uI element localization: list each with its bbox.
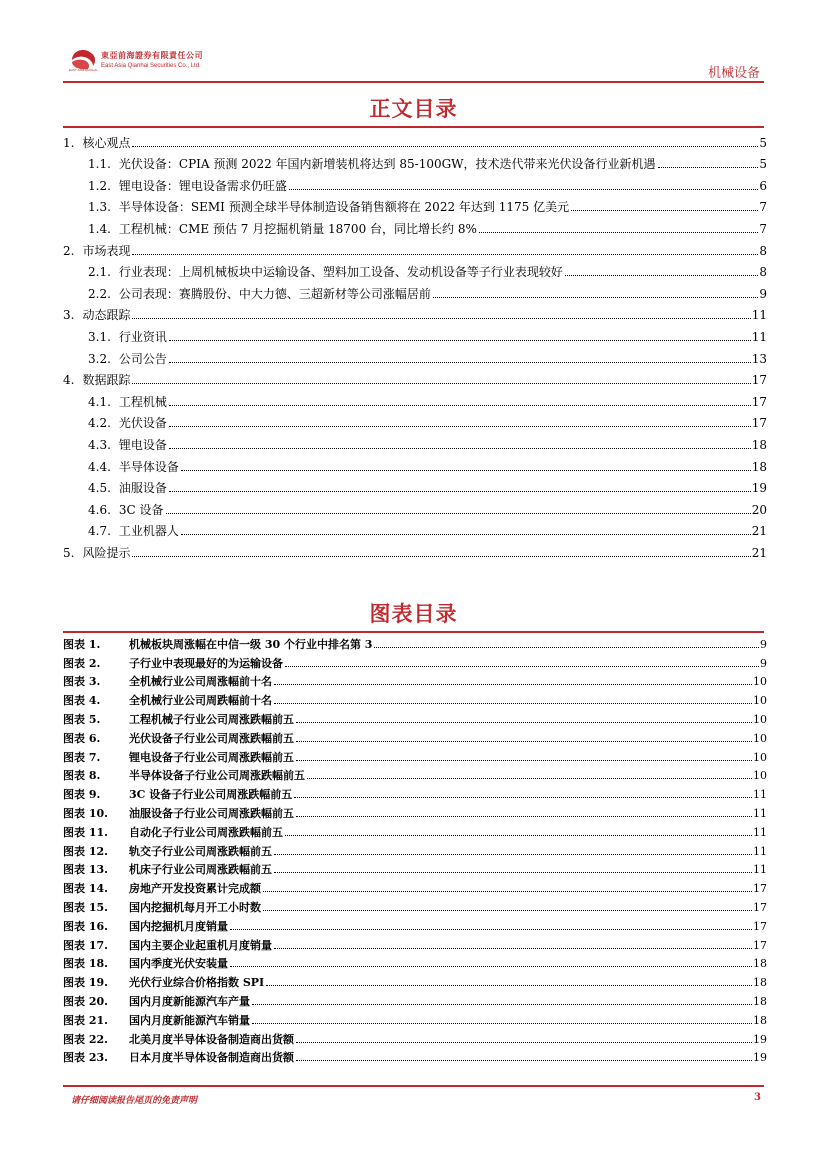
toc-entry[interactable]: [63, 216, 767, 238]
dot-leader: [266, 985, 752, 986]
toc-entry-page: 5: [759, 157, 767, 172]
toc-entry-number: 4.6.: [88, 502, 111, 517]
figure-entry-number: 图表 18.: [63, 957, 108, 971]
toc-entry[interactable]: [63, 432, 767, 454]
toc-entry-page: 17: [751, 373, 767, 388]
figure-entry-number: 图表 5.: [63, 712, 101, 726]
toc-entry[interactable]: [63, 497, 767, 519]
toc-entry-page: 6: [759, 178, 767, 193]
footer-divider: [63, 1085, 764, 1087]
figure-entry[interactable]: [63, 1048, 767, 1067]
dot-leader: [132, 383, 750, 384]
figure-entry-number: 图表 19.: [63, 976, 108, 990]
figure-entry-number: 图表 16.: [63, 919, 108, 933]
figure-entry[interactable]: [63, 709, 767, 728]
figure-entry-page: 17: [753, 882, 767, 896]
figure-entry-title: 北美月度半导体设备制造商出货额: [129, 1032, 294, 1046]
toc-entry-title: 光伏设备：CPIA 预测 2022 年国内新增装机将达到 85-100GW，技术迭代带来光伏设备行业新机遇: [118, 157, 656, 172]
logo-subtext: EAST ASIA QIANHAI: [69, 68, 98, 72]
toc-entry-page: 8: [759, 265, 767, 280]
dot-leader: [166, 513, 751, 514]
toc-entry-title: 公司公告: [118, 351, 167, 366]
figure-entry-page: 18: [753, 994, 767, 1008]
dot-leader: [296, 722, 752, 723]
toc-entry-page: 7: [759, 221, 767, 236]
toc-entry-title: 市场表现: [82, 243, 131, 258]
dot-leader: [479, 232, 758, 233]
figure-entry-number: 图表 7.: [63, 750, 101, 764]
toc-entry-title: 风险提示: [82, 545, 131, 560]
dot-leader: [374, 647, 759, 648]
figure-entry-title: 国内月度新能源汽车产量: [129, 994, 250, 1008]
toc-entry-title: 油服设备: [118, 481, 167, 496]
toc-entry-page: 21: [751, 545, 767, 560]
figure-entry-title: 光伏设备子行业公司周涨跌幅前五: [129, 731, 294, 745]
dot-leader: [230, 929, 752, 930]
figure-entry-page: 10: [753, 694, 767, 708]
toc-entry-number: 3.1.: [88, 329, 111, 344]
figure-entry-title: 3C 设备子行业公司周涨跌幅前五: [129, 788, 293, 802]
toc-entry-title: 锂电设备：锂电设备需求仍旺盛: [118, 178, 287, 193]
figure-entry[interactable]: [63, 954, 767, 973]
toc-entry[interactable]: [63, 368, 767, 390]
dot-leader: [296, 1060, 752, 1061]
header-divider: [63, 81, 764, 83]
figure-entry-title: 油服设备子行业公司周涨跌幅前五: [129, 806, 294, 820]
figure-entry-page: 10: [753, 731, 767, 745]
dot-leader: [658, 167, 759, 168]
toc-entry-number: 2.: [63, 243, 75, 258]
figure-entry-page: 17: [753, 900, 767, 914]
toc-entry-number: 4.5.: [88, 481, 111, 496]
toc-entry[interactable]: [63, 260, 767, 282]
dot-leader: [289, 189, 758, 190]
figure-entry-title: 机械板块周涨幅在中信一级 30 个行业中排名第 3: [129, 637, 373, 651]
figure-entry-title: 国内主要企业起重机月度销量: [129, 938, 272, 952]
toc-entry-number: 3.: [63, 308, 75, 323]
figure-entry-number: 图表 3.: [63, 675, 101, 689]
figure-entry-page: 10: [753, 712, 767, 726]
figure-entry-number: 图表 21.: [63, 1013, 108, 1027]
toc-entry-title: 工程机械: [118, 394, 167, 409]
toc-entry-number: 2.1.: [88, 265, 111, 280]
figure-entry[interactable]: [63, 803, 767, 822]
toc-list: [63, 130, 767, 562]
toc-entry[interactable]: [63, 173, 767, 195]
dot-leader: [252, 1023, 752, 1024]
toc-entry-title: 锂电设备: [118, 437, 167, 452]
toc-entry-title: 公司表现：赛腾股份、中大力德、三超新材等公司涨幅居前: [118, 286, 431, 301]
dot-leader: [132, 254, 758, 255]
toc-entry-title: 核心观点: [82, 135, 131, 150]
figure-entry[interactable]: [63, 728, 767, 747]
figure-entry-title: 房地产开发投资累计完成额: [129, 882, 261, 896]
figure-entry-page: 10: [753, 675, 767, 689]
dot-leader: [230, 966, 752, 967]
toc-entry[interactable]: [63, 238, 767, 260]
figure-entry-page: 19: [753, 1051, 767, 1065]
page-header: [63, 40, 764, 80]
figure-entry-number: 图表 6.: [63, 731, 101, 745]
dot-leader: [181, 470, 751, 471]
figure-entry-number: 图表 1.: [63, 637, 101, 651]
toc-entry-page: 11: [751, 308, 767, 323]
dot-leader: [132, 318, 750, 319]
dot-leader: [263, 910, 752, 911]
toc-entry-page: 8: [759, 243, 767, 258]
toc-entry[interactable]: [63, 411, 767, 433]
figure-entry-number: 图表 4.: [63, 694, 101, 708]
toc-entry-title: 行业资讯: [118, 329, 167, 344]
dot-leader: [169, 340, 751, 341]
figure-entry[interactable]: [63, 935, 767, 954]
figure-entry-page: 18: [753, 976, 767, 990]
figure-entry[interactable]: [63, 784, 767, 803]
toc-entry-number: 1.2.: [88, 178, 111, 193]
figure-entry-page: 10: [753, 750, 767, 764]
figure-entry-number: 图表 8.: [63, 769, 101, 783]
figure-entry[interactable]: [63, 897, 767, 916]
toc-entry-title: 行业表现：上周机械板块中运输设备、塑料加工设备、发动机设备等子行业表现较好: [118, 265, 563, 280]
figure-entry[interactable]: [63, 672, 767, 691]
toc-entry-number: 4.7.: [88, 524, 111, 539]
figure-entry[interactable]: [63, 972, 767, 991]
figure-entry-title: 全机械行业公司周跌幅前十名: [129, 694, 272, 708]
figure-entry-number: 图表 13.: [63, 863, 108, 877]
toc-entry[interactable]: [63, 152, 767, 174]
figure-entry[interactable]: [63, 747, 767, 766]
figure-entry-title: 工程机械子行业公司周涨跌幅前五: [129, 712, 294, 726]
toc-entry-number: 1.: [63, 135, 75, 150]
figure-entry-page: 11: [753, 863, 767, 877]
dot-leader: [433, 297, 758, 298]
dot-leader: [252, 1004, 752, 1005]
figures-list: [63, 634, 767, 1066]
toc-entry[interactable]: [63, 476, 767, 498]
figure-entry-number: 图表 9.: [63, 788, 101, 802]
toc-entry-number: 4.1.: [88, 394, 111, 409]
toc-entry-number: 4.4.: [88, 459, 111, 474]
toc-entry-page: 11: [751, 329, 767, 344]
figure-entry[interactable]: [63, 860, 767, 879]
figure-entry[interactable]: [63, 1029, 767, 1048]
toc-entry-page: 7: [759, 200, 767, 215]
figure-entry-title: 国内季度光伏安装量: [129, 957, 228, 971]
toc-entry-page: 13: [751, 351, 767, 366]
figure-entry-page: 18: [753, 957, 767, 971]
dot-leader: [296, 741, 752, 742]
dot-leader: [132, 146, 758, 147]
dot-leader: [274, 854, 752, 855]
dot-leader: [132, 556, 750, 557]
toc-entry[interactable]: [63, 195, 767, 217]
disclaimer-note: 请仔细阅读报告尾页的免责声明: [71, 1096, 198, 1106]
dot-leader: [296, 760, 752, 761]
company-name: [101, 50, 203, 69]
toc-entry-page: 17: [751, 416, 767, 431]
dot-leader: [181, 534, 751, 535]
dot-leader: [274, 872, 752, 873]
figure-entry[interactable]: [63, 634, 767, 653]
figure-entry-page: 18: [753, 1013, 767, 1027]
toc-entry[interactable]: [63, 130, 767, 152]
toc-entry-page: 20: [751, 502, 767, 517]
figure-entry-number: 图表 22.: [63, 1032, 108, 1046]
toc-entry[interactable]: [63, 346, 767, 368]
figure-entry-page: 11: [753, 825, 767, 839]
dot-leader: [296, 816, 752, 817]
company-name-en: East Asia Qianhai Securities Co., Ltd.: [101, 63, 201, 69]
figure-entry-title: 国内月度新能源汽车销量: [129, 1013, 250, 1027]
figure-entry-page: 11: [753, 788, 767, 802]
toc-entry[interactable]: [63, 303, 767, 325]
dot-leader: [285, 666, 759, 667]
figure-entry-number: 图表 23.: [63, 1051, 108, 1065]
figure-entry[interactable]: [63, 1010, 767, 1029]
figure-entry-page: 11: [753, 806, 767, 820]
toc-entry-number: 1.1.: [88, 157, 111, 172]
figure-entry-number: 图表 2.: [63, 656, 101, 670]
figure-entry-number: 图表 17.: [63, 938, 108, 952]
figure-entry-title: 子行业中表现最好的为运输设备: [129, 656, 283, 670]
toc-entry-title: 3C 设备: [118, 502, 164, 517]
dot-leader: [169, 362, 751, 363]
toc-entry-title: 工程机械：CME 预估 7 月挖掘机销量 18700 台，同比增长约 8%: [118, 221, 477, 236]
toc-heading: 正文目录: [369, 96, 458, 121]
figure-entry[interactable]: [63, 841, 767, 860]
toc-heading-divider: [63, 126, 764, 128]
toc-entry-page: 17: [751, 394, 767, 409]
figure-entry-number: 图表 14.: [63, 882, 108, 896]
toc-entry-number: 4.: [63, 373, 75, 388]
figure-entry-page: 19: [753, 1032, 767, 1046]
dot-leader: [285, 835, 752, 836]
dot-leader: [169, 491, 751, 492]
dot-leader: [169, 448, 751, 449]
toc-entry-page: 19: [751, 481, 767, 496]
figure-entry-number: 图表 20.: [63, 994, 108, 1008]
dot-leader: [169, 405, 751, 406]
toc-entry[interactable]: [63, 281, 767, 303]
dot-leader: [263, 891, 752, 892]
figure-entry-title: 自动化子行业公司周涨跌幅前五: [129, 825, 283, 839]
figure-entry-title: 光伏行业综合价格指数 SPI: [129, 976, 265, 990]
figures-heading: 图表目录: [369, 601, 458, 626]
figure-entry-number: 图表 12.: [63, 844, 108, 858]
dot-leader: [565, 275, 758, 276]
figure-entry[interactable]: [63, 690, 767, 709]
figure-entry[interactable]: [63, 878, 767, 897]
toc-entry[interactable]: [63, 540, 767, 562]
toc-entry-title: 动态跟踪: [82, 308, 131, 323]
figure-entry[interactable]: [63, 991, 767, 1010]
toc-entry-number: 1.4.: [88, 221, 111, 236]
dot-leader: [274, 684, 752, 685]
figure-entry-page: 10: [753, 769, 767, 783]
figure-entry-page: 11: [753, 844, 767, 858]
dot-leader: [307, 778, 752, 779]
toc-entry-number: 5.: [63, 545, 75, 560]
figure-entry-title: 机床子行业公司周涨跌幅前五: [129, 863, 272, 877]
toc-entry-number: 3.2.: [88, 351, 111, 366]
figure-entry-page: 17: [753, 938, 767, 952]
figure-entry-page: 9: [760, 637, 767, 651]
figure-entry-number: 图表 15.: [63, 900, 108, 914]
page-number: 3: [754, 1092, 761, 1103]
figure-entry-title: 半导体设备子行业公司周涨跌幅前五: [129, 769, 305, 783]
toc-entry[interactable]: [63, 389, 767, 411]
dot-leader: [296, 1042, 752, 1043]
dot-leader: [274, 703, 752, 704]
figure-entry-title: 国内挖掘机每月开工小时数: [129, 900, 261, 914]
figure-entry-title: 锂电设备子行业公司周涨跌幅前五: [129, 750, 294, 764]
company-name-cn: 東亞前海證券有限責任公司: [101, 51, 203, 60]
figures-heading-divider: [63, 631, 764, 633]
figure-entry-title: 轨交子行业公司周涨跌幅前五: [129, 844, 272, 858]
toc-entry[interactable]: [63, 324, 767, 346]
industry-label: 机械设备: [707, 66, 760, 81]
figure-entry-number: 图表 11.: [63, 825, 108, 839]
toc-entry-page: 9: [759, 286, 767, 301]
figure-entry-title: 日本月度半导体设备制造商出货额: [129, 1051, 294, 1065]
toc-entry[interactable]: [63, 454, 767, 476]
toc-entry-title: 工业机器人: [118, 524, 179, 539]
toc-entry-page: 18: [751, 459, 767, 474]
toc-entry-number: 4.2.: [88, 416, 111, 431]
toc-entry-title: 数据跟踪: [82, 373, 131, 388]
toc-entry-number: 1.3.: [88, 200, 111, 215]
figure-entry[interactable]: [63, 916, 767, 935]
dot-leader: [169, 426, 751, 427]
dot-leader: [274, 948, 752, 949]
dot-leader: [571, 210, 758, 211]
toc-entry-page: 21: [751, 524, 767, 539]
toc-entry-page: 5: [759, 135, 767, 150]
toc-entry-title: 半导体设备: [118, 459, 179, 474]
figure-entry[interactable]: [63, 822, 767, 841]
figure-entry-page: 17: [753, 919, 767, 933]
toc-entry[interactable]: [63, 519, 767, 541]
toc-entry-title: 光伏设备: [118, 416, 167, 431]
figure-entry[interactable]: [63, 766, 767, 785]
figure-entry[interactable]: [63, 653, 767, 672]
dot-leader: [294, 797, 752, 798]
toc-entry-number: 2.2.: [88, 286, 111, 301]
figure-entry-number: 图表 10.: [63, 806, 108, 820]
figure-entry-title: 国内挖掘机月度销量: [129, 919, 228, 933]
figure-entry-title: 全机械行业公司周涨幅前十名: [129, 675, 272, 689]
figure-entry-page: 9: [760, 656, 767, 670]
toc-entry-number: 4.3.: [88, 437, 111, 452]
toc-entry-title: 半导体设备：SEMI 预测全球半导体制造设备销售额将在 2022 年达到 1175 亿美元: [118, 200, 570, 215]
toc-entry-page: 18: [751, 437, 767, 452]
